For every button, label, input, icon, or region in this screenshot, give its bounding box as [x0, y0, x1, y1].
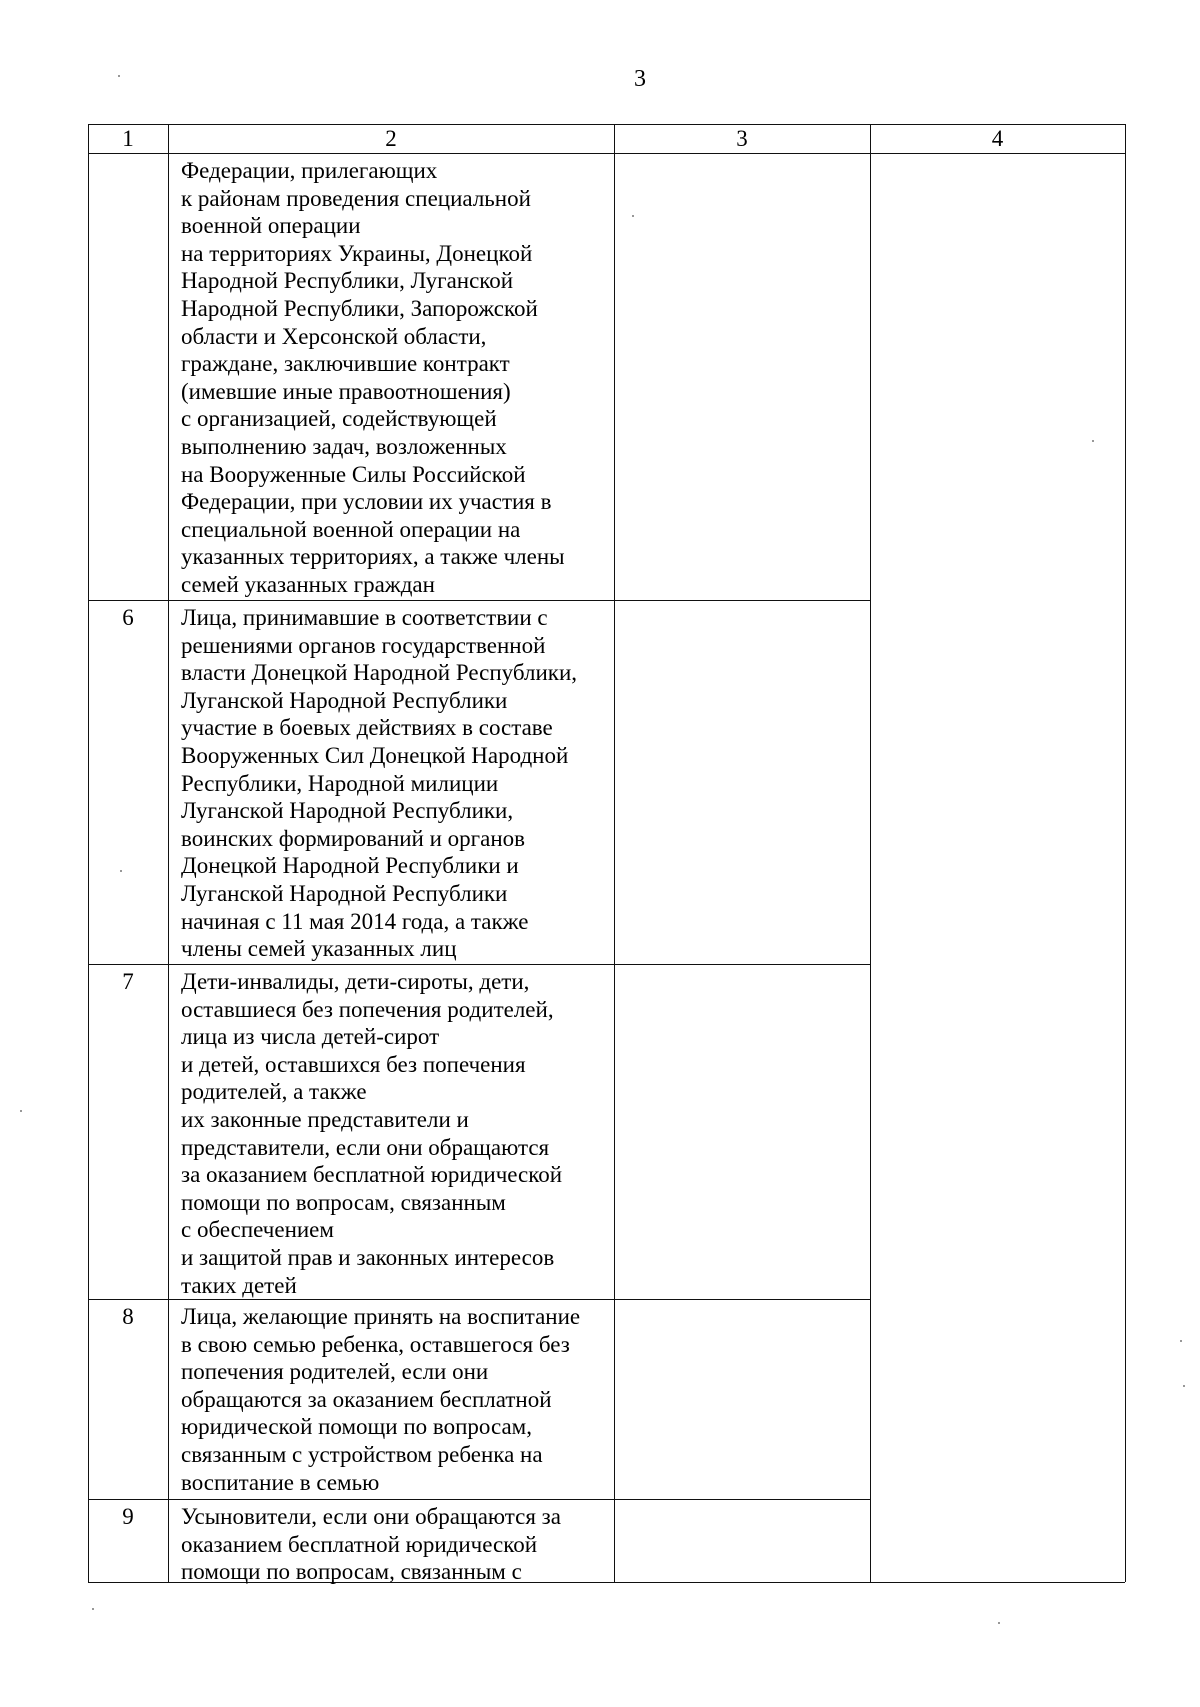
scan-speck	[998, 1622, 1000, 1624]
row-separator	[88, 1299, 870, 1300]
row-number: 9	[122, 1504, 134, 1529]
row-description: Дети-инвалиды, дети-сироты, дети, оставшиеся без попечения родителей, лица из числа детей-сирот и детей, оставшихся без попечения родителей, а также их законные представители и представители, если они обращаются за оказанием бесплатной юридической помощи по вопросам, связанным с обеспечением и защитой прав и законных интересов таких детей	[181, 969, 563, 1298]
scan-speck	[1180, 1340, 1182, 1342]
row-description: Лица, принимавшие в соответствии с решениями органов государственной власти Донецкой Народной Республики, Луганской Народной Республики участие в боевых действиях в составе Вооруженных Сил Донецкой Народной Республики, Народной милиции Луганской Народной Республики, воинских формирований и органов Донецкой Народной Республики и Луганской Народной Республики начиная с 11 мая 2014 года, а также члены семей указанных лиц	[181, 605, 577, 962]
scan-speck	[1183, 1385, 1185, 1387]
row-description: Лица, желающие принять на воспитание в свою семью ребенка, оставшегося без попечения родителей, если они обращаются за оказанием бесплатной юридической помощи по вопросам, связанным с устройством ребенка на воспитание в семью	[181, 1304, 581, 1495]
column-header: 1	[122, 126, 134, 151]
column-divider-3	[870, 124, 871, 1582]
row-separator	[88, 964, 870, 965]
table-right-border	[1125, 124, 1126, 1582]
scan-speck	[118, 75, 120, 77]
row-separator	[88, 600, 870, 601]
scan-speck	[632, 215, 634, 217]
column-header: 3	[736, 126, 748, 151]
page-number: 3	[634, 66, 646, 92]
scan-speck	[1092, 440, 1094, 442]
table-left-border	[88, 124, 89, 1582]
row-description: Усыновители, если они обращаются за оказанием бесплатной юридической помощи по вопросам, связанным с	[181, 1504, 561, 1585]
scan-speck	[120, 870, 122, 872]
row-number: 6	[122, 605, 134, 630]
header-bottom-border	[88, 153, 1125, 154]
column-divider-2	[614, 124, 615, 1582]
row-separator	[88, 1499, 870, 1500]
row-number: 7	[122, 969, 134, 994]
scan-speck	[92, 1608, 94, 1610]
scan-speck	[20, 1110, 22, 1112]
column-divider-1	[168, 124, 169, 1582]
column-header: 2	[385, 126, 397, 151]
row-number: 8	[122, 1304, 134, 1329]
row-description: Федерации, прилегающих к районам проведения специальной военной операции на территориях Украины, Донецкой Народной Республики, Луганской Народной Республики, Запорожской области и Херсонской области, граждане, заключившие контракт (имевшие иные правоотношения) с организацией, содействующей выполнению задач, возложенных на Вооруженные Силы Российской Федерации, при условии их участия в специальной военной операции на указанных территориях, а также члены семей указанных граждан	[181, 158, 565, 597]
column-header: 4	[991, 126, 1004, 151]
